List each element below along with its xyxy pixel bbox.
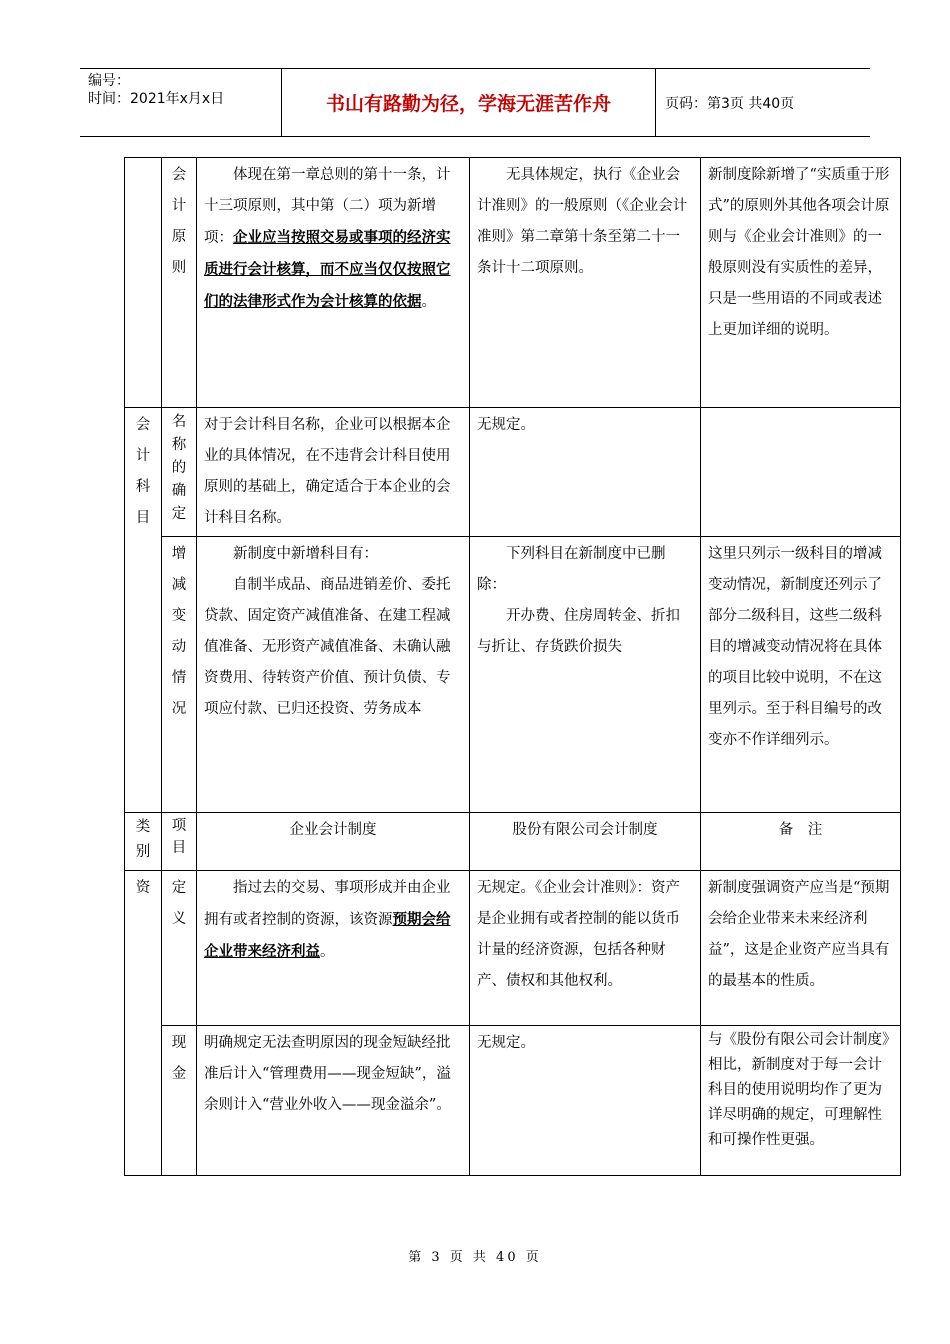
document-number: 编号： [88,73,130,89]
principles-enterprise: 体现在第一章总则的第十一条，计十三项原则，其中第（二）项为新增项：企业应当按照交易或事项的经济实质进行会计核算，而不应当仅仅按照它们的法律形式作为会计核算的依据。 [197,158,470,408]
definition-joint-stock: 无规定。《企业会计准则》：资产是企业拥有或者控制的能以货币计量的经济资源，包括各种财产、债权和其他权利。 [470,871,701,1026]
header-item: 项目 [162,813,197,871]
definition-key-clause: 预期会给企业带来经济利益 [204,911,451,960]
header-enterprise: 企业会计制度 [197,813,470,871]
header-joint-stock: 股份有限公司会计制度 [470,813,701,871]
column-header-row [125,813,901,871]
category-cell-subjects: 会计科目 [125,408,162,813]
cash-enterprise: 明确规定无法查明原因的现金短缺经批准后计入“管理费用——现金短缺”，溢余则计入“营业外收入——现金溢余”。 [197,1026,470,1176]
item-cell-naming: 名称的确定 [162,408,197,537]
header-motto: 书山有路勤为径，学海无涯苦作舟 [282,69,656,136]
cash-joint-stock: 无规定。 [470,1026,701,1176]
principles-remark: 新制度除新增了“实质重于形式”的原则外其他各项会计原则与《企业会计准则》的一般原则没有实质性的差异，只是一些用语的不同或表述上更加详细的说明。 [701,158,901,408]
comparison-table [124,157,901,1176]
naming-remark [701,408,901,537]
category-cell-assets: 资 [125,871,162,1176]
naming-enterprise: 对于会计科目名称，企业可以根据本企业的具体情况，在不违背会计科目使用原则的基础上，确定适合于本企业的会计科目名称。 [197,408,470,537]
page-footer: 第 3 页 共 40 页 [408,1250,542,1265]
table-row [125,537,901,813]
header-category: 类别 [125,813,162,871]
changes-enterprise: 新制度中新增科目有： 自制半成品、商品进销差价、委托贷款、固定资产减值准备、在建工程减值准备、无形资产减值准备、未确认融资费用、待转资产价值、预计负债、专项应付款、已归还投资、劳务成本 [197,537,470,813]
cash-remark: 与《股份有限公司会计制度》相比，新制度对于每一会计科目的使用说明均作了更为详尽明确的规定，可理解性和可操作性更强。 [701,1026,901,1176]
category-cell-empty [125,158,162,408]
changes-remark: 这里只列示一级科目的增减变动情况，新制度还列示了部分二级科目，这些二级科目的增减变动情况将在具体的项目比较中说明，不在这里列示。至于科目编号的改变亦不作详细列示。 [701,537,901,813]
header-meta [80,69,282,136]
page-header [80,68,870,137]
principles-joint-stock: 无具体规定，执行《企业会计准则》的一般原则（《企业会计准则》第二章第十条至第二十一条计十二项原则。 [470,158,701,408]
header-remark: 备 注 [701,813,901,871]
document-date: 时间：2021年x月x日 [88,91,225,107]
header-page-number: 页码：第3页 共40页 [665,95,795,112]
table-row [125,1026,901,1176]
item-cell-definition: 定义 [162,871,197,1026]
definition-enterprise: 指过去的交易、事项形成并由企业拥有或者控制的资源，该资源预期会给企业带来经济利益。 [197,871,470,1026]
item-cell-principles: 会计原则 [162,158,197,408]
changes-joint-stock: 下列科目在新制度中已删除： 开办费、住房周转金、折扣与折让、存货跌价损失 [470,537,701,813]
table-row [125,871,901,1026]
table-row [125,408,901,537]
principles-key-clause: 企业应当按照交易或事项的经济实质进行会计核算，而不应当仅仅按照它们的法律形式作为会计核算的依据 [204,229,451,310]
table-row [125,158,901,408]
item-cell-cash: 现金 [162,1026,197,1176]
naming-joint-stock: 无规定。 [470,408,701,537]
definition-remark: 新制度强调资产应当是“预期会给企业带来未来经济利益”，这是企业资产应当具有的最基本的性质。 [701,871,901,1026]
item-cell-changes: 增减变动情况 [162,537,197,813]
